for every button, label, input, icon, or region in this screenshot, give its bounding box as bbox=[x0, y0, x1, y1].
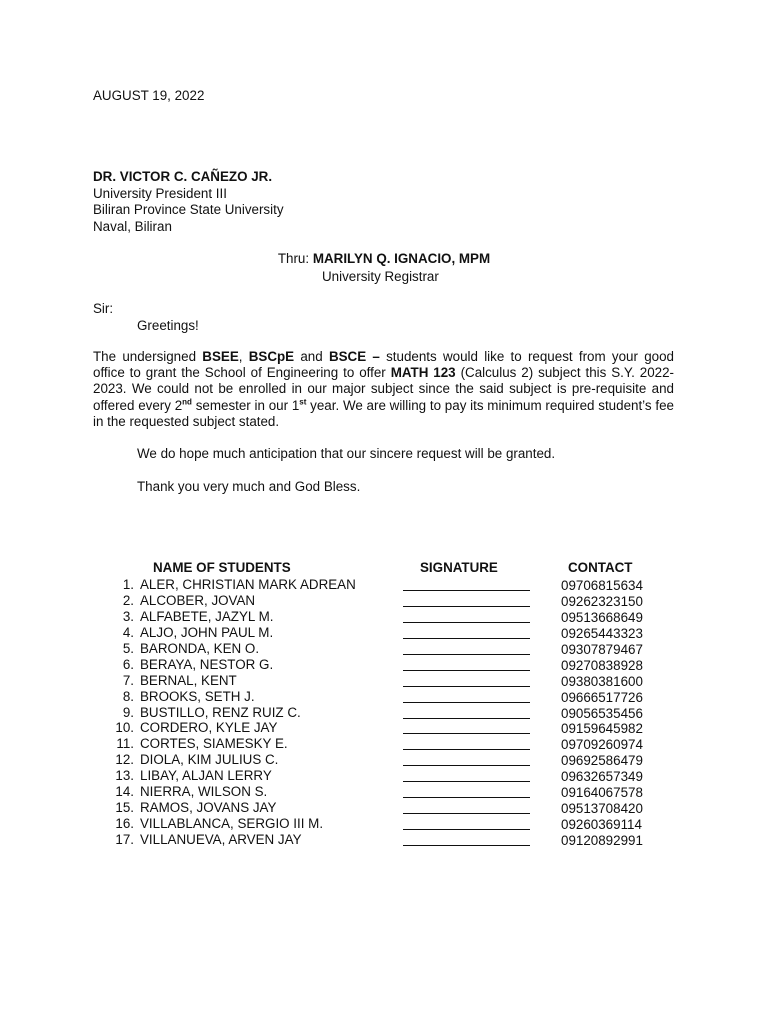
contact-number: 09265443323 bbox=[561, 625, 643, 641]
table-row bbox=[0, 689, 768, 705]
contact-number: 09513708420 bbox=[561, 801, 643, 817]
table-row bbox=[0, 768, 768, 784]
body-text: and bbox=[294, 349, 329, 364]
header-signature: SIGNATURE bbox=[420, 560, 498, 575]
signature-line bbox=[403, 686, 530, 687]
table-row bbox=[0, 832, 768, 848]
student-list bbox=[0, 577, 768, 848]
row-number: 10. bbox=[115, 720, 134, 736]
contact-number: 09164067578 bbox=[561, 785, 643, 801]
row-number: 6. bbox=[122, 656, 134, 672]
signature-line bbox=[403, 829, 530, 830]
signature-line bbox=[403, 765, 530, 766]
contact-number: 09307879467 bbox=[561, 641, 643, 657]
student-name: BERAYA, NESTOR G. bbox=[140, 656, 274, 672]
contact-number: 09159645982 bbox=[561, 721, 643, 737]
thru-prefix: Thru: bbox=[277, 251, 313, 266]
row-number: 8. bbox=[122, 688, 134, 704]
row-number: 11. bbox=[116, 736, 134, 752]
table-row bbox=[0, 736, 768, 752]
table-row bbox=[0, 641, 768, 657]
table-row bbox=[0, 609, 768, 625]
student-name: NIERRA, WILSON S. bbox=[140, 784, 268, 800]
thru-name: MARILYN Q. IGNACIO, MPM bbox=[312, 251, 491, 266]
signature-line bbox=[403, 638, 530, 639]
table-row bbox=[0, 593, 768, 609]
table-row bbox=[0, 816, 768, 832]
contact-number: 09120892991 bbox=[561, 833, 643, 848]
contact-number: 09632657349 bbox=[561, 769, 643, 785]
table-row bbox=[0, 784, 768, 800]
header-name-of-students: NAME OF STUDENTS bbox=[153, 560, 291, 575]
greeting: Greetings! bbox=[137, 318, 199, 333]
table-row bbox=[0, 752, 768, 768]
program-bsee: BSEE bbox=[202, 349, 239, 364]
row-number: 2. bbox=[122, 592, 134, 608]
body-text: year. We are willing to pay its minimum required student’s fee in the requested subject stated. bbox=[93, 397, 674, 429]
body-paragraph-request bbox=[93, 349, 674, 430]
header-contact: CONTACT bbox=[568, 560, 633, 575]
student-name: CORDERO, KYLE JAY bbox=[140, 720, 278, 736]
table-row bbox=[0, 673, 768, 689]
signature-line bbox=[403, 733, 530, 734]
signature-line bbox=[403, 654, 530, 655]
row-number: 14. bbox=[115, 784, 134, 800]
ordinal-suffix: st bbox=[299, 397, 307, 407]
student-name: VILLABLANCA, SERGIO III M. bbox=[140, 816, 324, 832]
student-name: BUSTILLO, RENZ RUIZ C. bbox=[140, 704, 301, 720]
student-name: CORTES, SIAMESKY E. bbox=[140, 736, 288, 752]
contact-number: 09692586479 bbox=[561, 753, 643, 769]
thru-title: University Registrar bbox=[322, 269, 439, 284]
recipient-title: University President III bbox=[93, 185, 227, 201]
body-text: semester in our 1 bbox=[191, 397, 300, 413]
row-number: 15. bbox=[115, 800, 134, 816]
table-row bbox=[0, 625, 768, 641]
letter-date: AUGUST 19, 2022 bbox=[93, 88, 205, 103]
closing-thanks: Thank you very much and God Bless. bbox=[137, 479, 361, 494]
contact-number: 09709260974 bbox=[561, 737, 643, 753]
salutation: Sir: bbox=[93, 301, 114, 316]
signature-line bbox=[403, 797, 530, 798]
body-text: , bbox=[238, 349, 249, 364]
table-row bbox=[0, 705, 768, 721]
row-number: 3. bbox=[122, 608, 134, 624]
student-name: BERNAL, KENT bbox=[140, 672, 237, 688]
row-number: 4. bbox=[122, 624, 134, 640]
signature-line bbox=[403, 845, 530, 846]
body-text: students would like to request from your good office to grant the School of Engineering to offer bbox=[93, 349, 674, 381]
contact-number: 09706815634 bbox=[561, 578, 643, 593]
program-bsce: BSCE – bbox=[328, 349, 380, 364]
signature-line bbox=[403, 749, 530, 750]
student-name: BARONDA, KEN O. bbox=[140, 640, 260, 656]
row-number: 13. bbox=[115, 768, 134, 784]
program-bscpe: BSCpE bbox=[248, 349, 295, 364]
row-number: 1. bbox=[122, 577, 134, 592]
signature-line bbox=[403, 590, 530, 591]
subject-code: MATH 123 bbox=[390, 365, 456, 381]
row-number: 12. bbox=[115, 752, 134, 768]
contact-number: 09270838928 bbox=[561, 657, 643, 673]
student-name: VILLANUEVA, ARVEN JAY bbox=[140, 832, 302, 847]
recipient-name: DR. VICTOR C. CAÑEZO JR. bbox=[93, 169, 273, 184]
signature-line bbox=[403, 781, 530, 782]
student-name: ALER, CHRISTIAN MARK ADREAN bbox=[140, 577, 356, 592]
recipient-location: Naval, Biliran bbox=[93, 218, 172, 234]
table-row bbox=[0, 657, 768, 673]
contact-number: 09262323150 bbox=[561, 593, 643, 609]
contact-number: 09666517726 bbox=[561, 689, 643, 705]
student-name: LIBAY, ALJAN LERRY bbox=[140, 768, 272, 784]
row-number: 7. bbox=[122, 672, 134, 688]
row-number: 17. bbox=[115, 832, 134, 847]
student-name: RAMOS, JOVANS JAY bbox=[140, 800, 277, 816]
signature-line bbox=[403, 813, 530, 814]
contact-number: 09513668649 bbox=[561, 609, 643, 625]
contact-number: 09380381600 bbox=[561, 673, 643, 689]
student-name: ALCOBER, JOVAN bbox=[140, 592, 256, 608]
row-number: 16. bbox=[115, 816, 134, 832]
signature-line bbox=[403, 606, 530, 607]
contact-number: 09260369114 bbox=[561, 817, 642, 833]
signature-line bbox=[403, 718, 530, 719]
student-name: ALFABETE, JAZYL M. bbox=[140, 608, 274, 624]
table-row bbox=[0, 577, 768, 593]
body-text: (Calculus 2) subject this S.Y. 2022-2023. We could not be enrolled in our major subject since the said subject is pre-requisite and offered every 2 bbox=[93, 365, 674, 413]
row-number: 5. bbox=[122, 640, 134, 656]
signature-line bbox=[403, 622, 530, 623]
body-text: The undersigned bbox=[93, 349, 203, 364]
student-name: BROOKS, SETH J. bbox=[140, 688, 255, 704]
recipient-block bbox=[93, 169, 284, 235]
signature-line bbox=[403, 702, 530, 703]
recipient-institution: Biliran Province State University bbox=[93, 202, 284, 217]
ordinal-suffix: nd bbox=[182, 397, 192, 407]
signature-line bbox=[403, 670, 530, 671]
row-number: 9. bbox=[122, 704, 134, 720]
student-name: ALJO, JOHN PAUL M. bbox=[140, 624, 274, 640]
contact-number: 09056535456 bbox=[561, 705, 643, 721]
student-name: DIOLA, KIM JULIUS C. bbox=[140, 752, 279, 768]
table-row bbox=[0, 800, 768, 816]
thru-line bbox=[0, 251, 768, 267]
body-paragraph-hope: We do hope much anticipation that our sincere request will be granted. bbox=[137, 446, 556, 461]
table-row bbox=[0, 720, 768, 736]
